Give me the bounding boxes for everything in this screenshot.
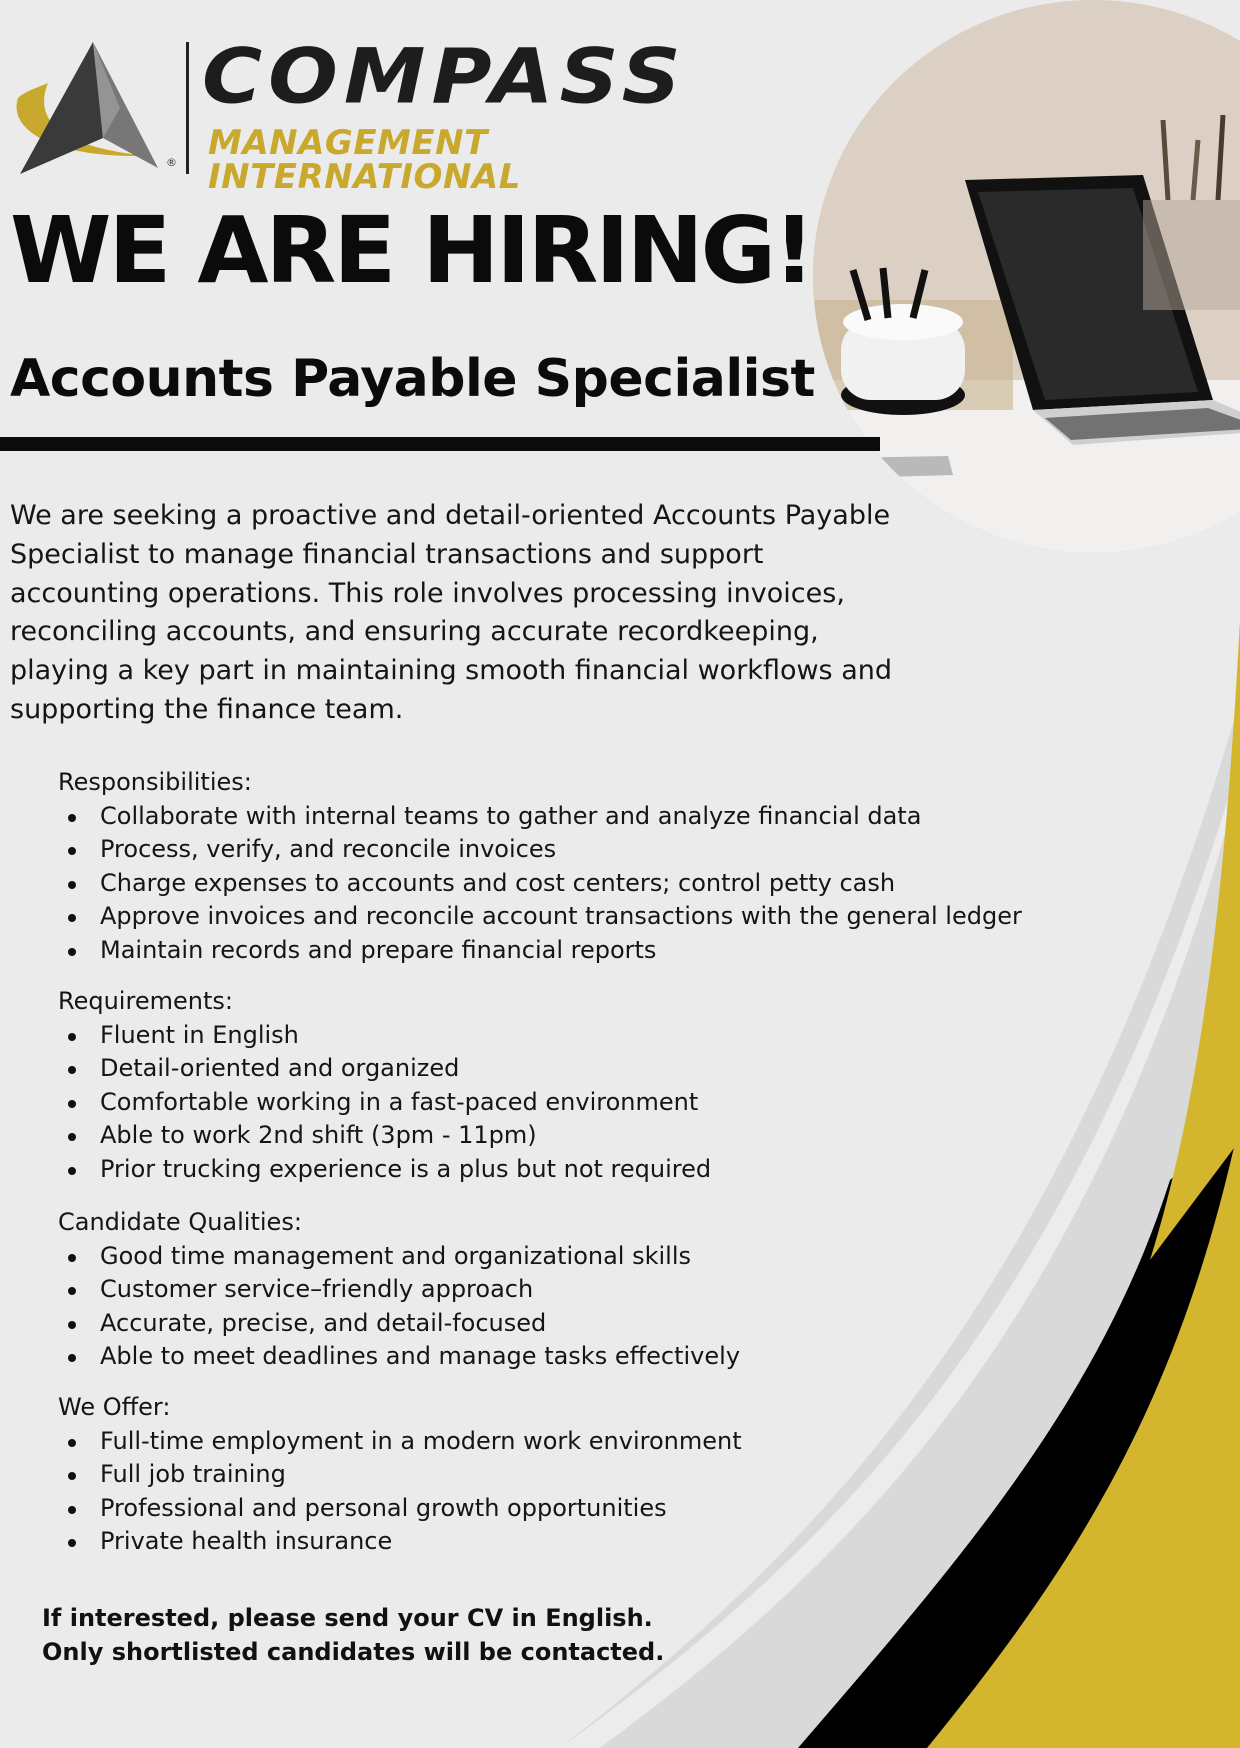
list-item: Accurate, precise, and detail-focused <box>58 1307 740 1341</box>
list-item: Charge expenses to accounts and cost centers; control petty cash <box>58 867 1022 901</box>
bullet-icon <box>68 881 76 889</box>
list-item: Approve invoices and reconcile account transactions with the general ledger <box>58 900 1022 934</box>
list-item: Fluent in English <box>58 1019 711 1053</box>
job-title: Accounts Payable Specialist <box>10 349 815 409</box>
intro-line: We are seeking a proactive and detail-oriented Accounts Payable <box>10 500 891 531</box>
list-item: Maintain records and prepare financial reports <box>58 934 1022 968</box>
list-item: Professional and personal growth opportunities <box>58 1492 742 1526</box>
list-item: Good time management and organizational skills <box>58 1240 740 1274</box>
contact-note <box>42 1601 664 1669</box>
laptop-desk-photo <box>813 0 1240 553</box>
header-rule <box>0 437 880 451</box>
intro-paragraph <box>10 497 916 730</box>
bullet-icon <box>68 914 76 922</box>
bullet-icon <box>68 1100 76 1108</box>
list-item: Private health insurance <box>58 1525 742 1559</box>
section-title: Requirements: <box>58 987 233 1015</box>
intro-line: supporting the finance team. <box>10 693 404 725</box>
bullet-icon <box>68 1506 76 1514</box>
registered-mark: ® <box>166 156 177 169</box>
list-item: Detail-oriented and organized <box>58 1052 711 1086</box>
bullet-icon <box>68 1066 76 1074</box>
section-title: Responsibilities: <box>58 768 252 796</box>
qualities-section <box>58 1206 740 1374</box>
qualities-list <box>58 1240 740 1374</box>
contact-line: If interested, please send your CV in English. <box>42 1604 653 1632</box>
list-item: Full-time employment in a modern work environment <box>58 1425 742 1459</box>
contact-line: Only shortlisted candidates will be contacted. <box>42 1638 665 1666</box>
section-title: We Offer: <box>58 1393 171 1421</box>
offer-section <box>58 1391 742 1559</box>
bullet-icon <box>68 1133 76 1141</box>
responsibilities-list <box>58 800 1022 968</box>
bullet-icon <box>68 1439 76 1447</box>
logo-divider <box>186 42 189 174</box>
bullet-icon <box>68 1287 76 1295</box>
bullet-icon <box>68 1167 76 1175</box>
requirements-list <box>58 1019 711 1187</box>
bullet-icon <box>68 814 76 822</box>
requirements-section <box>58 985 711 1186</box>
offer-list <box>58 1425 742 1559</box>
list-item: Full job training <box>58 1458 742 1492</box>
intro-line: playing a key part in maintaining smooth financial workflows and <box>10 655 892 687</box>
bullet-icon <box>68 1472 76 1480</box>
bullet-icon <box>68 847 76 855</box>
list-item: Able to meet deadlines and manage tasks effectively <box>58 1340 740 1374</box>
bullet-icon <box>68 948 76 956</box>
list-item: Collaborate with internal teams to gather and analyze financial data <box>58 800 1022 834</box>
bullet-icon <box>68 1354 76 1362</box>
section-title: Candidate Qualities: <box>58 1208 302 1236</box>
list-item: Customer service–friendly approach <box>58 1273 740 1307</box>
intro-line: Specialist to manage financial transactions and support <box>10 538 764 570</box>
compass-logo-icon <box>8 38 178 178</box>
company-logo <box>8 33 808 197</box>
list-item: Comfortable working in a fast-paced environment <box>58 1086 711 1120</box>
list-item: Process, verify, and reconcile invoices <box>58 833 1022 867</box>
bullet-icon <box>68 1539 76 1547</box>
list-item: Prior trucking experience is a plus but not required <box>58 1153 711 1187</box>
brand-name: COMPASS <box>202 33 687 121</box>
intro-line: accounting operations. This role involves processing invoices, <box>10 577 845 609</box>
hiring-headline: WE ARE HIRING! <box>10 197 813 304</box>
bullet-icon <box>68 1321 76 1329</box>
brand-tagline: MANAGEMENT INTERNATIONAL <box>208 123 521 197</box>
responsibilities-section <box>58 766 1022 967</box>
bullet-icon <box>68 1033 76 1041</box>
list-item: Able to work 2nd shift (3pm - 11pm) <box>58 1119 711 1153</box>
bullet-icon <box>68 1254 76 1262</box>
intro-line: reconciling accounts, and ensuring accurate recordkeeping, <box>10 616 819 648</box>
